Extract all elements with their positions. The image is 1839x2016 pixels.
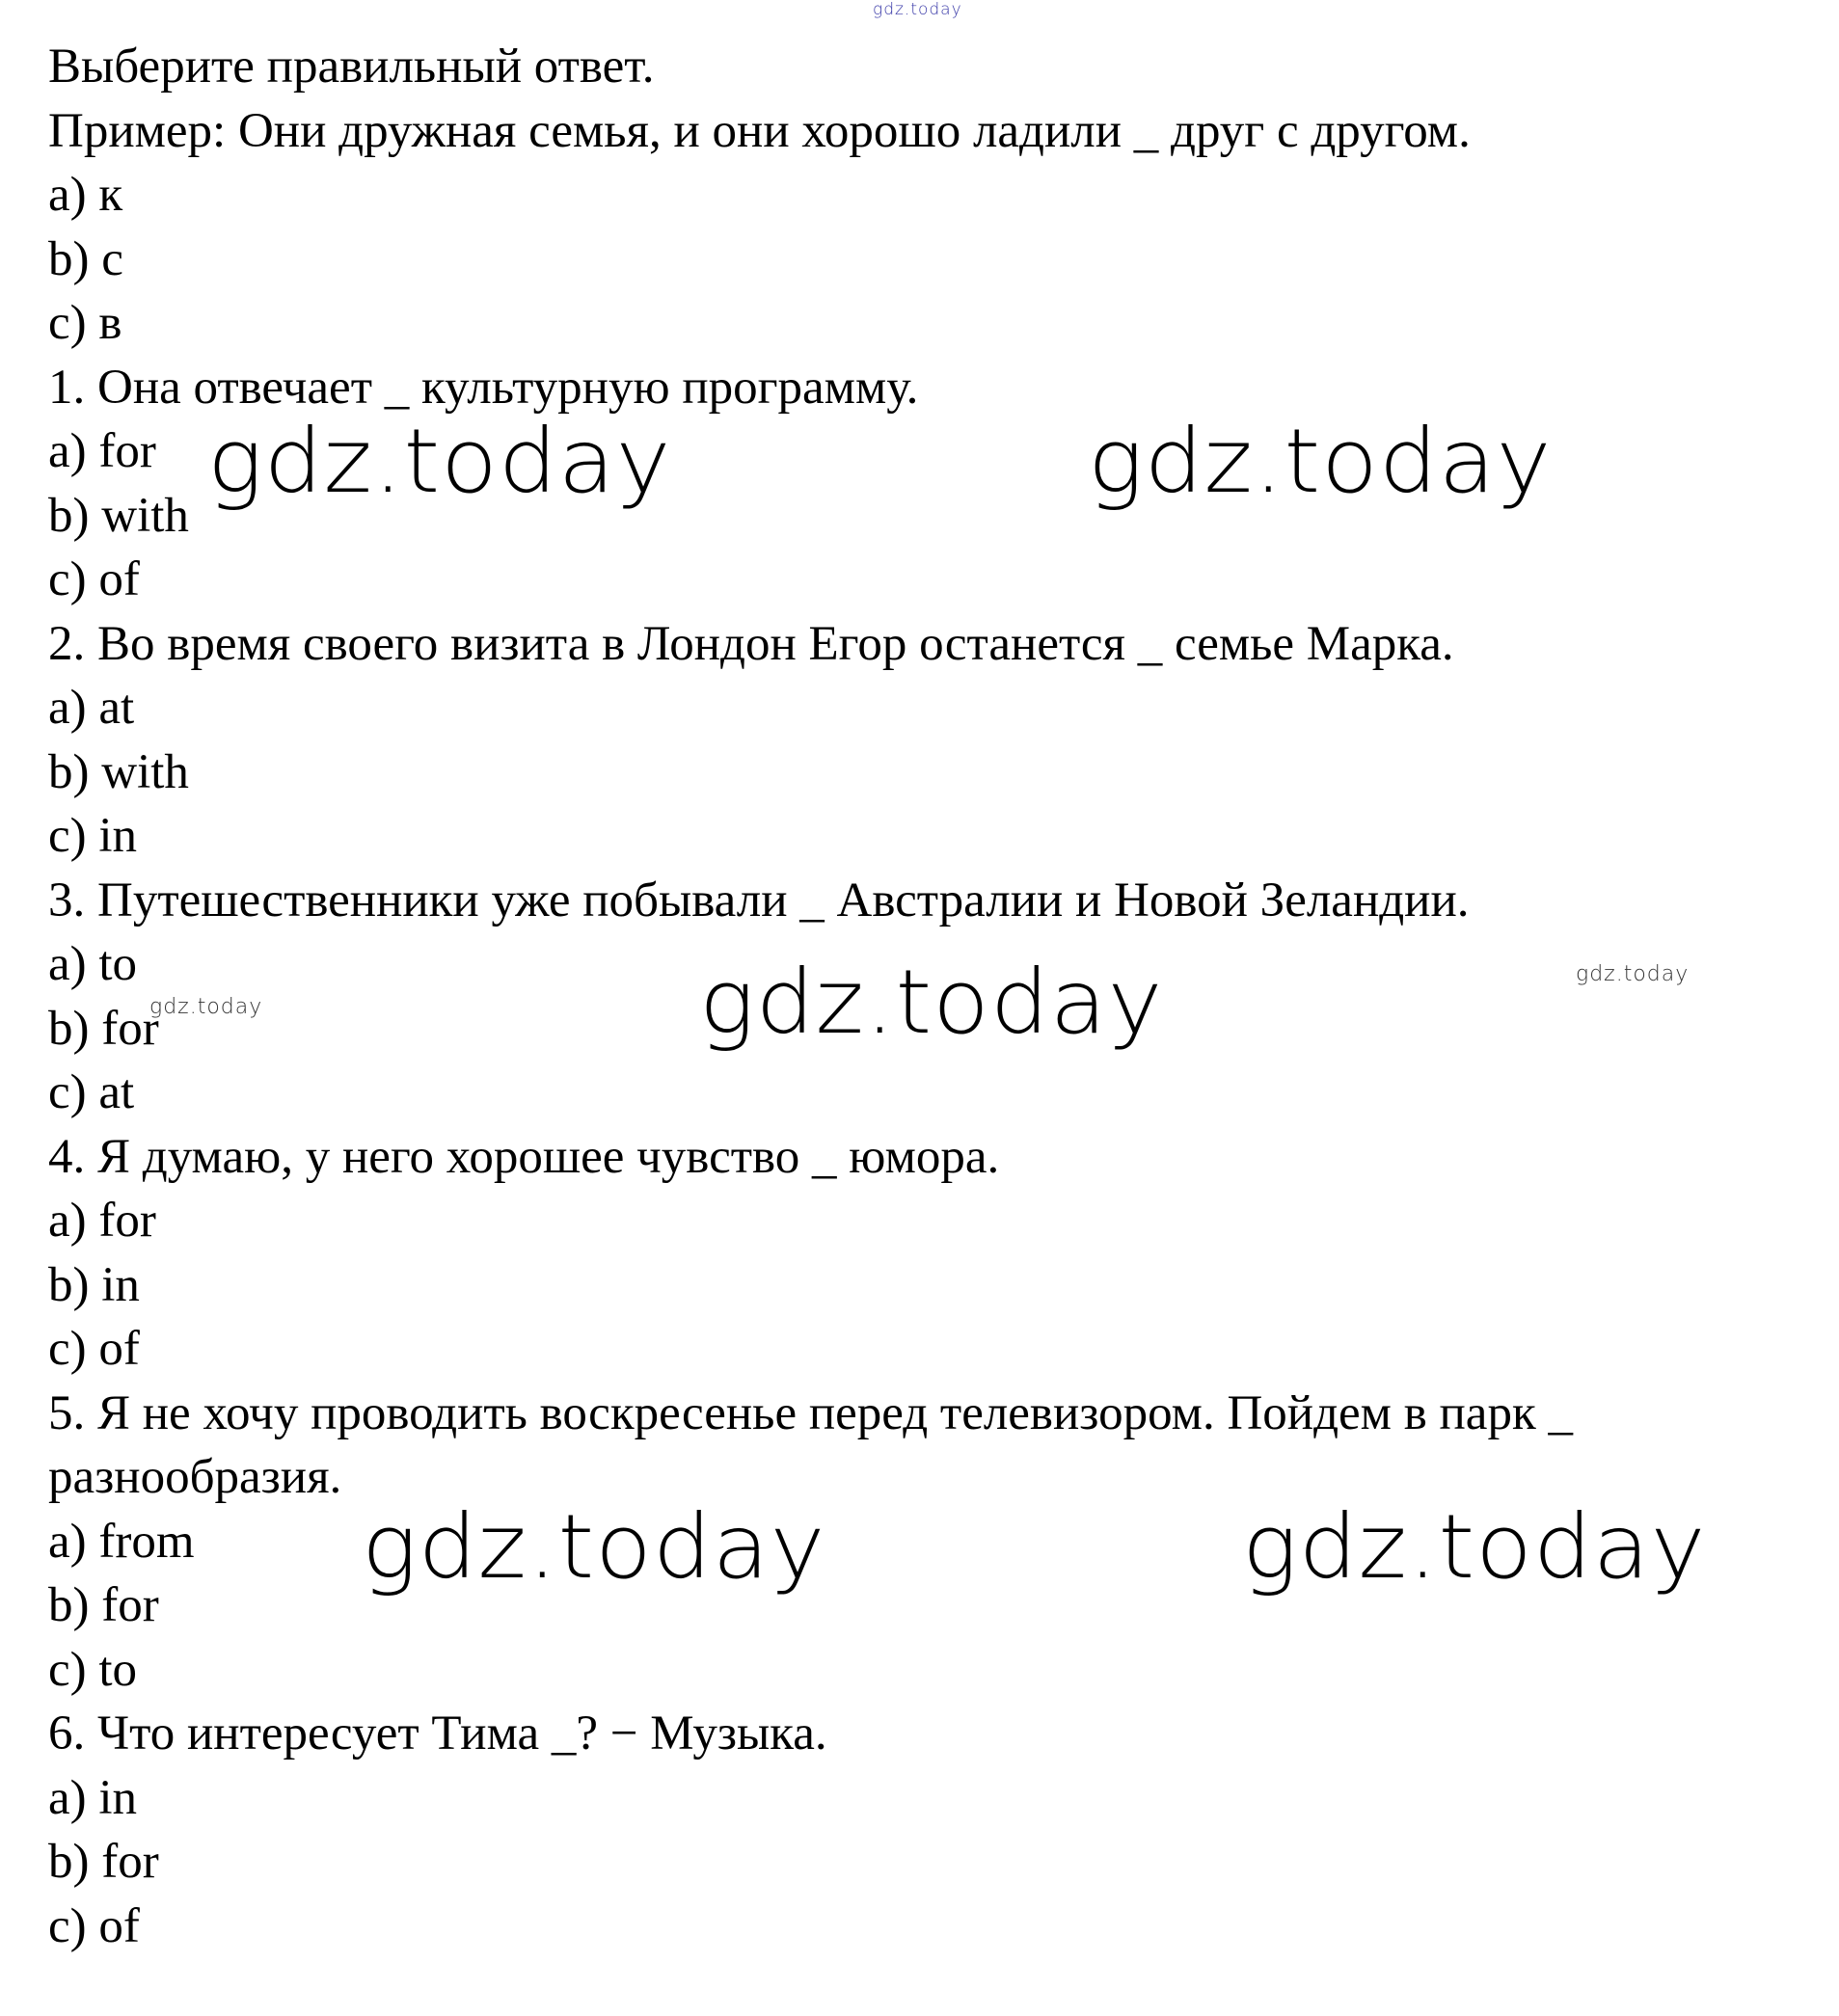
watermark-large-4: gdz.today <box>362 1494 826 1599</box>
question-5-option-b: b) for <box>48 1578 159 1632</box>
question-3: 3. Путешественники уже побывали _ Австралии и Новой Зеландии. <box>48 873 1470 927</box>
watermark-large-2: gdz.today <box>1088 409 1553 513</box>
question-6-option-a: a) in <box>48 1770 138 1825</box>
example-option-a: a) к <box>48 168 123 222</box>
question-4: 4. Я думаю, у него хорошее чувство _ юмора. <box>48 1129 1000 1184</box>
watermark-small-1: gdz.today <box>1576 962 1690 986</box>
watermark-top: gdz.today <box>873 0 962 19</box>
question-6-option-b: b) for <box>48 1835 159 1889</box>
question-1-option-a: a) for <box>48 424 156 478</box>
question-3-option-b: b) for <box>48 1001 159 1056</box>
watermark-large-5: gdz.today <box>1242 1494 1707 1599</box>
question-3-option-c: c) at <box>48 1065 135 1119</box>
question-2: 2. Во время своего визита в Лондон Егор останется _ семье Марка. <box>48 616 1454 671</box>
question-4-option-c: c) of <box>48 1322 140 1376</box>
watermark-large-1: gdz.today <box>207 409 672 513</box>
instruction-line: Выберите правильный ответ. <box>48 40 655 94</box>
watermark-large-3: gdz.today <box>699 950 1164 1054</box>
question-2-option-b: b) with <box>48 744 189 799</box>
question-5-option-a: a) from <box>48 1514 195 1569</box>
question-2-option-c: c) in <box>48 809 138 863</box>
example-line: Пример: Они дружная семья, и они хорошо ладили _ друг с другом. <box>48 103 1471 158</box>
question-1: 1. Она отвечает _ культурную программу. <box>48 360 919 415</box>
question-6-option-c: c) of <box>48 1898 140 1953</box>
question-4-option-a: a) for <box>48 1194 156 1248</box>
watermark-small-2: gdz.today <box>149 995 263 1019</box>
question-5: 5. Я не хочу проводить воскресенье перед телевизором. Пойдем в парк _ <box>48 1385 1573 1440</box>
question-2-option-a: a) at <box>48 681 135 735</box>
example-option-c: c) в <box>48 296 122 350</box>
question-3-option-a: a) to <box>48 937 138 991</box>
question-5-option-c: c) to <box>48 1642 138 1697</box>
question-5-continuation: разнообразия. <box>48 1450 342 1504</box>
question-1-option-b: b) with <box>48 488 189 543</box>
question-1-option-c: c) of <box>48 552 140 606</box>
example-option-b: b) с <box>48 231 123 286</box>
question-4-option-b: b) in <box>48 1257 140 1312</box>
question-6: 6. Что интересует Тима _? − Музыка. <box>48 1707 827 1761</box>
